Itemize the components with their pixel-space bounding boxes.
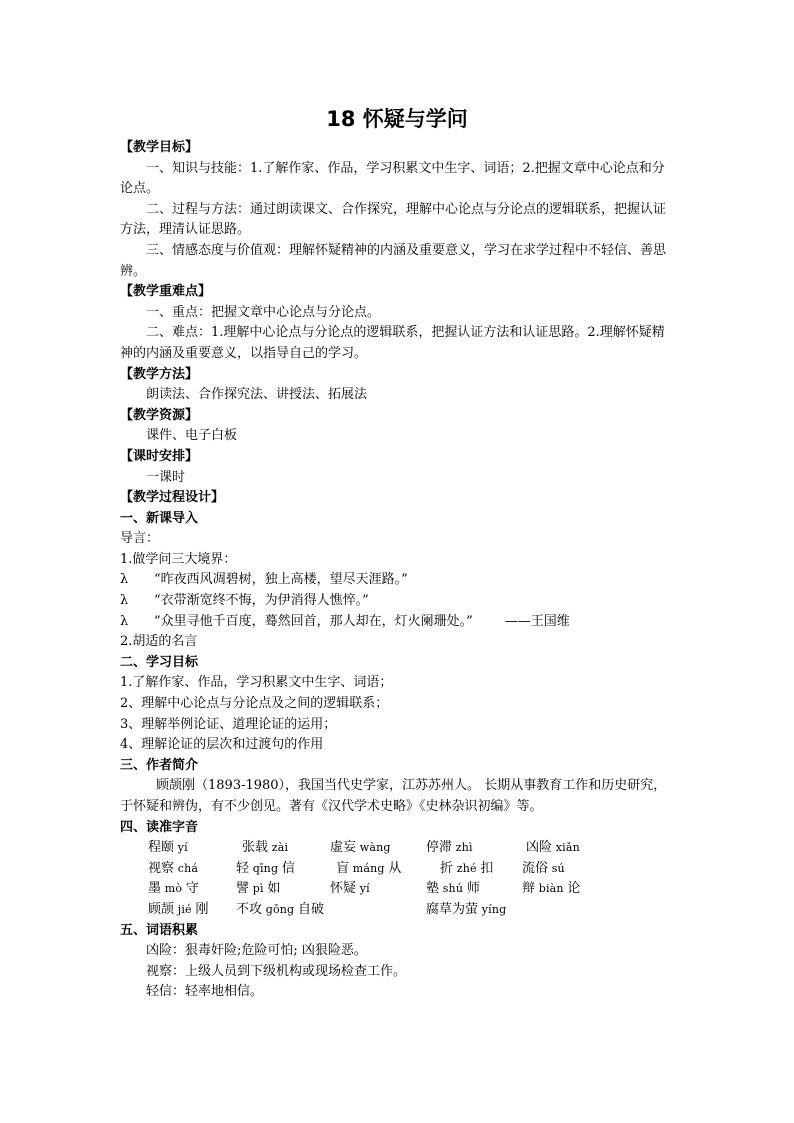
vocab-definition: 轻信：轻率地相信。	[146, 984, 264, 1000]
page-title: 18 怀疑与学问	[326, 107, 468, 131]
quote-line	[120, 591, 676, 612]
pronunciation-item: 程颐 yí	[148, 840, 188, 856]
objective-item: 2、理解中心论点与分论点及之间的逻辑联系；	[120, 696, 389, 712]
author-bio: 顾颉刚（1893-1980），我国当代史学家，江苏苏州人。 长期从事教育工作和历史研究，于怀疑和辨伪，有不少创见。著有《汉代学术史略》《史林杂识初编》等。	[120, 778, 667, 814]
schedule-heading: 【课时安排】	[120, 448, 199, 464]
pronunciation-item: 辩 biàn 论	[522, 881, 581, 897]
objective-item: 4、理解论证的层次和过渡句的作用	[120, 737, 324, 753]
quote-credit: ——王国维	[504, 613, 570, 629]
resources-heading: 【教学资源】	[120, 407, 199, 423]
resources-text: 课件、电子白板	[146, 428, 238, 444]
goal-item: 三、情感态度与价值观：理解怀疑精神的内涵及重要意义，学习在求学过程中不轻信、善思辨。	[120, 242, 667, 279]
quote-line	[120, 570, 676, 591]
pronunciation-item: 折 zhé 扣	[440, 860, 494, 876]
quote-text: “众里寻他千百度，蓦然回首，那人却在，灯火阑珊处。”	[154, 613, 473, 629]
vocab-definition: 视察：上级人员到下级机构或现场检查工作。	[146, 963, 407, 979]
section-heading: 三、作者简介	[120, 757, 199, 773]
pronunciation-item: 张载 zài	[242, 840, 289, 856]
quote-line	[120, 612, 676, 633]
goal-item: 二、过程与方法：通过朗读课文、合作探究，理解中心论点与分论点的逻辑联系，把握认证方法，理清认证思路。	[120, 201, 667, 238]
bullet-icon: λ	[120, 572, 129, 588]
key-point-item: 二、难点：1.理解中心论点与分论点的逻辑联系，把握认证方法和认证思路。2.理解怀疑精神的内涵及重要意义，以指导自己的学习。	[120, 325, 665, 361]
bullet-icon: λ	[120, 613, 129, 629]
quote-text: “昨夜西风凋碧树，独上高楼，望尽天涯路。”	[154, 572, 408, 588]
vocab-definition: 凶险：狠毒奸险;危险可怕; 凶狠险恶。	[146, 943, 367, 959]
key-points-heading: 【教学重难点】	[120, 284, 212, 300]
methods-text: 朗读法、合作探究法、讲授法、拓展法	[146, 387, 368, 403]
process-heading: 【教学过程设计】	[120, 490, 225, 506]
pronunciation-table	[120, 838, 676, 920]
pronunciation-row	[120, 838, 676, 859]
pronunciation-item: 顾颉 jié 刚	[148, 901, 209, 917]
pronunciation-item: 腐草为萤 yíng	[426, 901, 507, 917]
intro-item: 2.胡适的名言	[120, 634, 198, 650]
intro-label: 导言：	[120, 531, 160, 547]
methods-heading: 【教学方法】	[120, 366, 199, 382]
pronunciation-row	[120, 879, 676, 900]
pronunciation-item: 流俗 sú	[522, 860, 565, 876]
schedule-text: 一课时	[146, 469, 186, 485]
pronunciation-item: 虚妄 wàng	[330, 840, 391, 856]
quote-text: “衣带渐宽终不悔，为伊消得人憔悴。”	[154, 593, 369, 609]
key-point-item: 一、重点：把握文章中心论点与分论点。	[146, 304, 381, 320]
objective-item: 1.了解作家、作品，学习积累文中生字、词语；	[120, 675, 393, 691]
pronunciation-item: 停滞 zhì	[426, 840, 473, 856]
pronunciation-item: 盲 máng 从	[336, 860, 402, 876]
pronunciation-item: 凶险 xiǎn	[526, 840, 580, 856]
section-heading: 五、词语积累	[120, 922, 199, 938]
pronunciation-item: 塾 shú 师	[426, 881, 480, 897]
pronunciation-row	[120, 859, 676, 880]
goal-item: 一、知识与技能：1.了解作家、作品，学习积累文中生字、词语；2.把握文章中心论点和分论点。	[120, 160, 665, 197]
pronunciation-item: 怀疑 yí	[330, 881, 370, 897]
objective-item: 3、理解举例论证、道理论证的运用；	[120, 716, 337, 732]
intro-item: 1.做学问三大境界：	[120, 551, 237, 567]
pronunciation-item: 墨 mò 守	[148, 881, 199, 897]
pronunciation-item: 视察 chá	[148, 860, 199, 876]
section-heading: 二、学习目标	[120, 654, 199, 670]
pronunciation-row	[120, 900, 676, 921]
section-heading: 四、读准字音	[120, 819, 199, 835]
bullet-icon: λ	[120, 593, 129, 609]
section-heading: 一、新课导入	[120, 510, 199, 526]
pronunciation-item: 轻 qīng 信	[236, 860, 295, 876]
document-body	[120, 138, 676, 1003]
pronunciation-item: 不攻 gōng 自破	[236, 901, 325, 917]
pronunciation-item: 譬 pì 如	[236, 881, 281, 897]
goals-heading: 【教学目标】	[120, 140, 199, 155]
